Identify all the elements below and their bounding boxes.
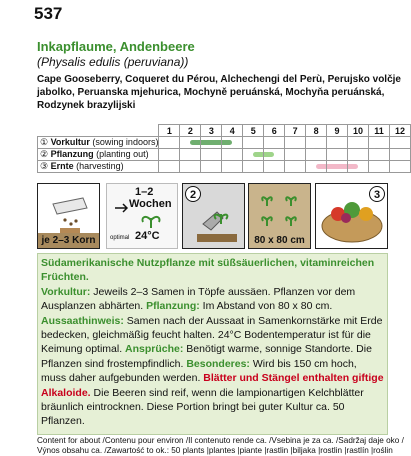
germination-weeks: 1–2: [135, 186, 154, 198]
step-note: (planting out): [93, 149, 149, 159]
calendar-row-1: [38, 137, 411, 149]
latin-name: (Physalis edulis (peruviana)): [37, 55, 189, 69]
calendar-cell: [243, 149, 264, 161]
besonderes-text: Wird bis 150 cm hoch, muss daher aufgebunden werden.: [41, 357, 357, 385]
calendar-cell: [222, 137, 243, 149]
calendar-header: [38, 125, 411, 137]
footer-line-1: Content for about /Contenu pour environ /Il contenuto rende ca. /Vsebina je za ca. /Sadržaj daje oko /: [37, 436, 404, 445]
panel-germination: [106, 183, 178, 249]
calendar-cell: [389, 161, 410, 173]
month-8: 8: [306, 125, 327, 137]
month-6: 6: [264, 125, 285, 137]
calendar-corner: [38, 125, 159, 137]
step-note: (harvesting): [73, 161, 124, 171]
panel-harvest: [315, 183, 388, 249]
ansprueche-text: Benötigt warme, sonnige Standorte. Die Pflanzen sind frostempfindlich.: [41, 343, 372, 370]
growing-calendar: [37, 124, 411, 173]
aussaat-label: Aussaathinweis:: [41, 314, 124, 327]
month-4: 4: [222, 125, 243, 137]
footer-line-2: Výnos obsahu ca. /Zawartość to ok.: 50 plants |plantes |piante |rastlin |biljaka |rostlin |rastlín |roślin: [37, 446, 393, 455]
panel-sowing: [37, 183, 100, 249]
step-number-icon: ②: [40, 149, 51, 159]
calendar-cell: [348, 149, 369, 161]
calendar-cell: [180, 161, 201, 173]
calendar-cell: [159, 161, 180, 173]
panel-sowing-caption: je 2–3 Korn: [38, 233, 99, 248]
calendar-cell: [327, 161, 348, 173]
calendar-cell: [327, 149, 348, 161]
packet-number: 537: [34, 4, 63, 23]
calendar-row-3: [38, 161, 411, 173]
calendar-cell: [306, 149, 327, 161]
sprout-icon: [111, 200, 175, 230]
month-1: 1: [159, 125, 180, 137]
calendar-row-2: [38, 149, 411, 161]
month-9: 9: [327, 125, 348, 137]
calendar-cell: [180, 137, 201, 149]
panel-spacing: [248, 183, 311, 249]
vorkultur-text: Jeweils 2–3 Samen in Töpfe aussäen. Pflanzen vor dem Ausplanzen abhärten.: [41, 285, 356, 313]
germination-weeks-label: Wochen: [129, 198, 172, 210]
aussaat-text: Samen nach der Aussaat in Samenkornstärke mit Erde bedecken, gleichmäßig feucht halten. 24°C Bodentemperatur ist für die Keimung optimal.: [41, 314, 383, 356]
footer-yield: [37, 436, 409, 456]
calendar-cell: [285, 137, 306, 149]
month-12: 12: [389, 125, 410, 137]
plant-title: Inkapflaume, Andenbeere: [37, 39, 195, 54]
other-names: Cape Gooseberry, Coqueret du Pérou, Alchechengi del Perù, Perujsko volčje jabolko, Peruanska mjehurica, Mochyně peruánská, Mochyňa peruánská, Rodzynek brazylijski: [37, 74, 401, 111]
description-box: [37, 253, 388, 435]
period-bar: [190, 140, 200, 145]
step-number-icon: ③: [40, 161, 51, 171]
calendar-cell: [285, 161, 306, 173]
toxicity-warning: Blätter und Stängel enthalten giftige Alkaloide.: [41, 372, 384, 399]
ripeness-text: Die Beeren sind reif, wenn die lampionartigen Kelchblätter bräunlich eintrocknen. Diese Portion bringt bei guter Kultur ca. 50 Pflanzen.: [41, 386, 364, 428]
calendar-cell: [285, 149, 306, 161]
month-3: 3: [201, 125, 222, 137]
month-2: 2: [180, 125, 201, 137]
calendar-cell: [389, 149, 410, 161]
optimal-label: optimal: [110, 235, 130, 241]
calendar-cell: [369, 149, 390, 161]
ansprueche-label: Ansprüche:: [125, 343, 184, 356]
period-bar: [316, 164, 326, 169]
calendar-cell: [201, 161, 222, 173]
calendar-cell: [348, 137, 369, 149]
period-bar: [348, 164, 358, 169]
step-number-icon: ①: [40, 137, 51, 147]
calendar-cell: [201, 137, 222, 149]
calendar-cell: [243, 137, 264, 149]
pflanzung-text: Im Abstand von 80 x 80 cm.: [199, 300, 333, 313]
step-label: Pflanzung: [50, 149, 94, 159]
step-label: Ernte: [50, 161, 74, 171]
period-bar: [264, 152, 274, 157]
calendar-cell: [264, 161, 285, 173]
month-5: 5: [243, 125, 264, 137]
calendar-cell: [243, 161, 264, 173]
besonderes-label: Besonderes:: [186, 357, 250, 370]
calendar-row-label: [38, 161, 159, 173]
step-note: (sowing indoors): [89, 137, 159, 147]
calendar-cell: [159, 149, 180, 161]
calendar-row-label: [38, 149, 159, 161]
calendar-cell: [180, 149, 201, 161]
calendar-cell: [222, 149, 243, 161]
calendar-cell: [306, 161, 327, 173]
calendar-cell: [264, 137, 285, 149]
calendar-cell: [369, 137, 390, 149]
step-2-circle: 2: [185, 186, 201, 202]
period-bar: [253, 152, 263, 157]
calendar-cell: [264, 149, 285, 161]
step-label: Vorkultur: [50, 137, 90, 147]
calendar-cell: [327, 137, 348, 149]
pflanzung-label: Pflanzung:: [146, 300, 200, 313]
germination-temp: 24°C: [135, 230, 160, 242]
panel-planting: [182, 183, 245, 249]
calendar-cell: [306, 137, 327, 149]
calendar-cell: [369, 161, 390, 173]
spacing-caption: 80 x 80 cm: [254, 235, 305, 246]
calendar-cell: [159, 137, 180, 149]
calendar-cell: [201, 149, 222, 161]
calendar-cell: [348, 161, 369, 173]
calendar-cell: [389, 137, 410, 149]
month-11: 11: [369, 125, 390, 137]
period-bar: [327, 164, 347, 169]
headline: Südamerikanische Nutzpflanze mit süßsäuerlichen, vitaminreichen Früchten.: [41, 257, 375, 284]
period-bar: [222, 140, 232, 145]
step-3-circle: 3: [369, 186, 385, 202]
calendar-row-label: [38, 137, 159, 149]
calendar-cell: [222, 161, 243, 173]
month-10: 10: [348, 125, 369, 137]
month-7: 7: [285, 125, 306, 137]
period-bar: [201, 140, 221, 145]
vorkultur-label: Vorkultur:: [41, 285, 91, 298]
